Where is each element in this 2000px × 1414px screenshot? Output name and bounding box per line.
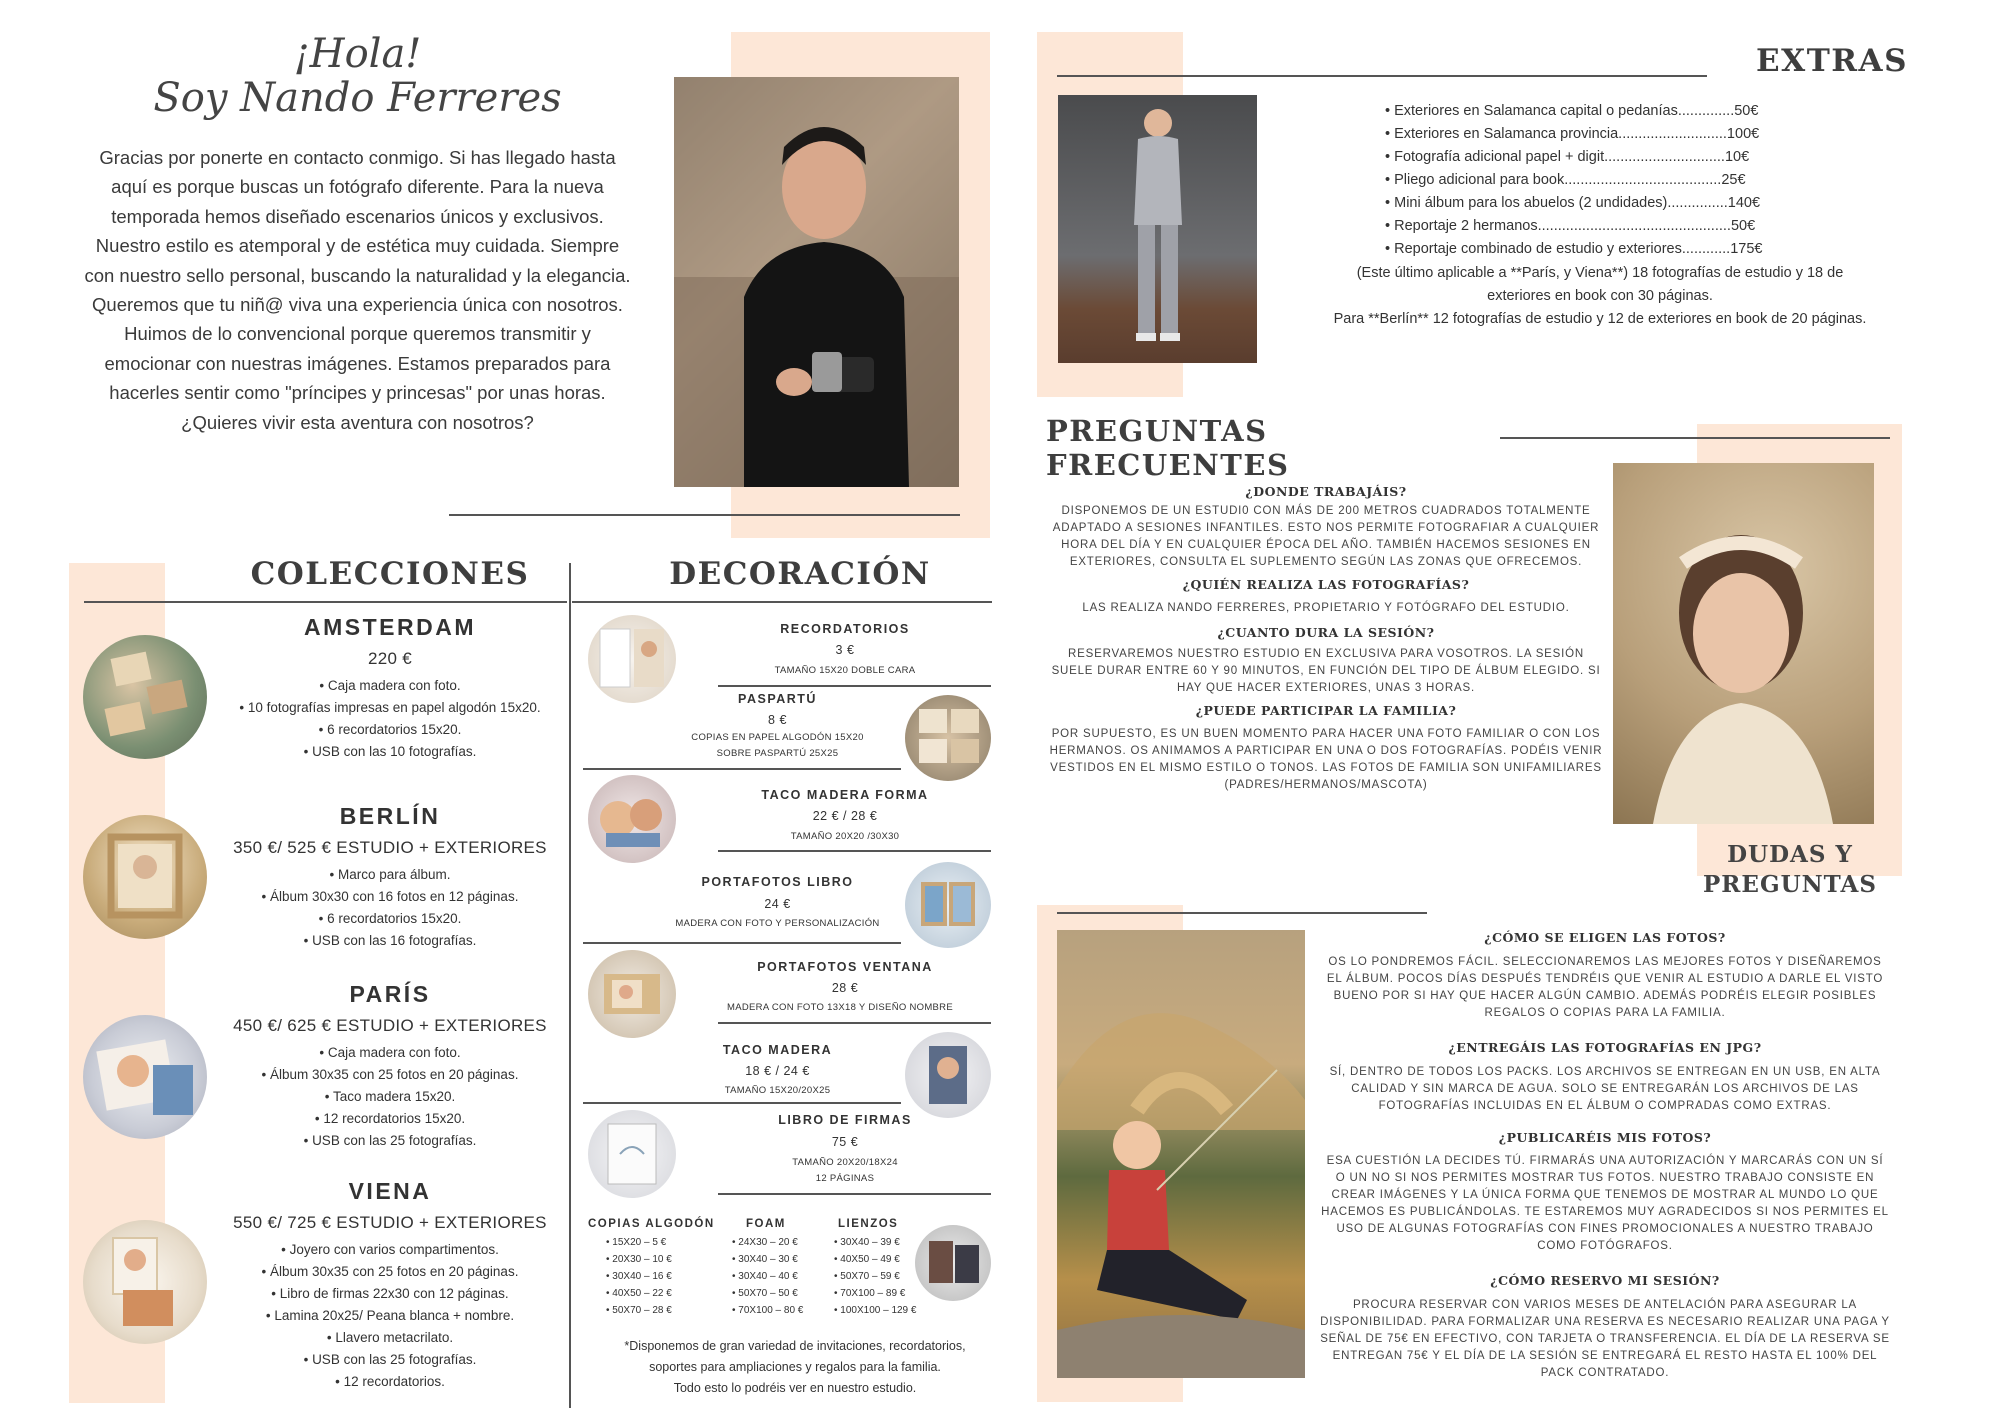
foam-item: • 50X70 – 50 € (732, 1288, 798, 1299)
lienzos-photo (915, 1225, 991, 1301)
decoracion-note-line: Todo esto lo podréis ver en nuestro estudio. (673, 1381, 917, 1395)
lienzos-title: LIENZOS (838, 1218, 899, 1230)
coleccion-feature: • 12 recordatorios. (335, 1374, 445, 1389)
taco-forma-photo (588, 775, 676, 863)
faq-question: ¿CÓMO RESERVO MI SESIÓN? (1490, 1273, 1720, 1288)
extras-item: • Reportaje combinado de estudio y exteriores............175€ (1385, 241, 1763, 257)
recordatorios-photo (588, 615, 676, 703)
faq-rule (1500, 437, 1890, 439)
deco-rule (583, 768, 901, 770)
faq-answer: OS LO PONDREMOS FÁCIL. SELECCIONAREMOS LAS MEJORES FOTOS Y DISEÑAREMOS EL ÁLBUM. POCOS DÍAS DESPUÉS TENDRÉIS QUE VENIR AL ESTUDIO A DARLE EL VISTO BUENO POR SI HAY QUE HACER ALGÚN CAMBIO. ADEMÁS PODRÉIS ELEGIR POSIBLES REGALOS O COPIAS PARA LA FAMILIA. (1326, 956, 1884, 1019)
paris-photo (83, 1015, 207, 1139)
extras-note-2: Para **Berlín** 12 fotografías de estudio y 12 de exteriores en book de 20 páginas. (1333, 311, 1867, 327)
viena-photo-svg (83, 1220, 207, 1344)
faq-question: ¿PUBLICARÉIS MIS FOTOS? (1498, 1130, 1712, 1145)
decoracion-note-line: soportes para ampliaciones y regalos para la familia. (649, 1360, 941, 1374)
deco-recordatorios-size: TAMAÑO 15X20 DOBLE CARA (774, 665, 916, 676)
paris-photo-svg (83, 1015, 207, 1139)
lienzos-item: • 100X100 – 129 € (834, 1305, 917, 1316)
extras-title: EXTRAS (1756, 43, 1908, 79)
photographer-portrait (674, 77, 959, 487)
deco-libro-firmas-size-1: TAMAÑO 20X20/18X24 (792, 1157, 898, 1168)
coleccion-feature: • USB con las 25 fotografías. (303, 1352, 477, 1367)
deco-paspartu-size-1: COPIAS EN PAPEL ALGODÓN 15X20 (691, 732, 864, 743)
coleccion-paris-features (215, 1042, 565, 1152)
foam-item: • 30X40 – 30 € (732, 1254, 798, 1265)
coleccion-feature: • Taco madera 15x20. (324, 1089, 456, 1104)
decoracion-note (595, 1336, 995, 1399)
coleccion-feature: • Marco para álbum. (329, 867, 451, 882)
coleccion-berlin-features (215, 864, 565, 952)
copias-item: • 40X50 – 22 € (606, 1288, 672, 1299)
lienzos-item: • 70X100 – 89 € (834, 1288, 906, 1299)
faq-question: ¿CUANTO DURA LA SESIÓN? (1217, 625, 1435, 640)
portafotos-ventana-photo-svg (588, 950, 676, 1038)
deco-taco-madera-size: TAMAÑO 15X20/20X25 (724, 1085, 831, 1096)
intro-body: Gracias por ponerte en contacto conmigo. Si has llegado hasta aquí es porque buscas un fotógrafo diferente. Para la nueva temporada hemos diseñado escenarios únicos y exclusivos. Nuestro estilo es atemporal y de estética muy cuidada. Siempre con nuestro sello personal, buscando la naturalidad y la elegancia. Queremos que tu niñ@ viva una experiencia única con nosotros. Huimos de lo convencional porque queremos transmitir y emocionar con nuestras imágenes. Estamos preparados para hacerles sentir como "príncipes y princesas" por unas horas. ¿Quieres vivir esta aventura con nosotros? (84, 147, 631, 433)
extras-item: • Pliego adicional para book.......................................25€ (1385, 172, 1746, 188)
coleccion-feature: • USB con las 10 fotografías. (303, 744, 477, 759)
faq-question: ¿CÓMO SE ELIGEN LAS FOTOS? (1484, 930, 1726, 945)
copias-item: • 30X40 – 16 € (606, 1271, 672, 1282)
deco-paspartu-size-2: SOBRE PASPARTÚ 25X25 (716, 748, 839, 759)
faq-photo-girl-svg (1613, 463, 1874, 824)
paspartu-photo-svg (905, 695, 991, 781)
coleccion-feature: • 6 recordatorios 15x20. (318, 722, 462, 737)
dudas-heading (1700, 840, 1880, 900)
taco-madera-photo-svg (905, 1032, 991, 1118)
coleccion-feature: • 12 recordatorios 15x20. (314, 1111, 466, 1126)
extras-item: • Fotografía adicional papel + digit..............................10€ (1385, 149, 1750, 165)
decoracion-note-line: *Disponemos de gran variedad de invitaciones, recordatorios, (624, 1339, 966, 1353)
foam-item: • 30X40 – 40 € (732, 1271, 798, 1282)
faq-answer: PROCURA RESERVAR CON VARIOS MESES DE ANTELACIÓN PARA ASEGURAR LA DISPONIBILIDAD. PARA FORMALIZAR UNA RESERVA ES NECESARIO REALIZAR UNA PAGA Y SEÑAL DE 75€ EN EFECTIVO, CON TARJETA O TRANSFERENCIA. EL DÍA DE LA RESERVA SE ENTREGAN 75€ Y EL DÍA DE LA SESIÓN SE ENTREGARÁ EL RESTO HASTA EL 100% DEL PACK CONTRATADO. (1320, 1299, 1890, 1379)
coleccion-feature: • Álbum 30x35 con 25 fotos en 20 páginas. (261, 1264, 519, 1279)
libro-firmas-photo (588, 1110, 676, 1198)
coleccion-viena-price: 550 €/ 725 € ESTUDIO + EXTERIORES (233, 1213, 547, 1232)
paspartu-photo (905, 695, 991, 781)
deco-recordatorios-price: 3 € (835, 643, 855, 657)
deco-rule (718, 850, 991, 852)
column-divider (569, 563, 571, 1408)
coleccion-paris-price: 450 €/ 625 € ESTUDIO + EXTERIORES (233, 1016, 547, 1035)
extras-item: • Exteriores en Salamanca provincia...........................100€ (1385, 126, 1760, 142)
coleccion-paris-name: PARÍS (349, 981, 431, 1007)
faq-answer: SÍ, DENTRO DE TODOS LOS PACKS. LOS ARCHIVOS SE ENTREGAN EN UN USB, EN ALTA CALIDAD Y SIN MARCA DE AGUA. SOLO SE ENTREGARÁN LOS ARCHIVOS DE LAS FOTOGRAFÍAS INCLUIDAS EN EL ÁLBUM O COMPRADAS COMO EXTRAS. (1329, 1066, 1881, 1112)
deco-rule (718, 1193, 991, 1195)
berlin-photo (83, 815, 207, 939)
faq-photo-boy (1057, 930, 1305, 1378)
lienzos-item: • 40X50 – 49 € (834, 1254, 900, 1265)
faq-answer: DISPONEMOS DE UN ESTUDI0 CON MÁS DE 200 METROS CUADRADOS TOTALMENTE ADAPTADO A SESIONES INFANTILES. ESTO NOS PERMITE FOTOGRAFIAR A CUALQUIER HORA DEL DÍA Y EN CUALQUIER ÉPOCA DEL AÑO. TAMBIÉN HACEMOS SESIONES EN EXTERIORES, CONSULTA EL SUPLEMENTO SEGÚN LAS ZONAS QUE OFRECEMOS. (1052, 505, 1600, 568)
faq-answer: LAS REALIZA NANDO FERRERES, PROPIETARIO Y FOTÓGRAFO DEL ESTUDIO. (1082, 602, 1570, 614)
deco-rule (718, 1022, 991, 1024)
coleccion-feature: • Joyero con varios compartimentos. (281, 1242, 499, 1257)
coleccion-feature: • USB con las 16 fotografías. (303, 933, 477, 948)
deco-taco-madera-name: TACO MADERA (722, 1043, 833, 1057)
deco-taco-forma-price: 22 € / 28 € (812, 809, 878, 823)
extras-photo (1058, 95, 1257, 363)
deco-rule (583, 942, 901, 944)
copias-item: • 20X30 – 10 € (606, 1254, 672, 1265)
coleccion-feature: • 6 recordatorios 15x20. (318, 911, 462, 926)
extras-item: • Reportaje 2 hermanos................................................50€ (1385, 218, 1756, 234)
coleccion-viena-name: VIENA (348, 1178, 432, 1204)
coleccion-amsterdam-name: AMSTERDAM (304, 614, 476, 640)
deco-libro-firmas-price: 75 € (831, 1135, 859, 1149)
deco-portafotos-ventana-name: PORTAFOTOS VENTANA (757, 960, 933, 974)
lienzos-item: • 30X40 – 39 € (834, 1237, 900, 1248)
deco-taco-forma-name: TACO MADERA FORMA (761, 788, 929, 802)
portafotos-libro-photo (905, 862, 991, 948)
deco-taco-forma-size: TAMAÑO 20X20 /30X30 (790, 831, 900, 842)
lienzos-photo-svg (915, 1225, 991, 1301)
berlin-photo-svg (83, 815, 207, 939)
coleccion-feature: • Caja madera con foto. (319, 678, 461, 693)
coleccion-feature: • Lamina 20x25/ Peana blanca + nombre. (265, 1308, 515, 1323)
faq-question: ¿ENTREGÁIS LAS FOTOGRAFÍAS EN JPG? (1448, 1040, 1762, 1055)
dudas-line: DUDAS Y (1727, 841, 1853, 868)
faq-answer: ESA CUESTIÓN LA DECIDES TÚ. FIRMARÁS UNA AUTORIZACIÓN Y MARCARÁS CON UN SÍ O UN NO SI NOS PERMITES MOSTRAR TUS FOTOS. NUESTRO TRABAJO CONSISTE EN CREAR IMÁGENES Y LA ÚNICA FORMA QUE TENEMOS DE MOSTRAR AL MUNDO LO QUE HACEMOS ES PUBLICÁNDOLAS. TE ESTAREMOS MUY AGRADECIDOS SI NOS PERMITES EL USO DE ALGUNAS FOTOGRAFÍAS CON FINES PROMOCIONALES A NUESTRO TRABAJO COMO FOTÓGRAFOS. (1321, 1155, 1889, 1252)
lienzos-item: • 50X70 – 59 € (834, 1271, 900, 1282)
deco-portafotos-libro-size: MADERA CON FOTO Y PERSONALIZACIÓN (675, 918, 880, 929)
copias-algodon-title: COPIAS ALGODÓN (588, 1218, 715, 1230)
faq-block-2 (1320, 930, 1890, 1382)
recordatorios-photo-svg (588, 615, 676, 703)
intro-greeting: ¡Hola! (293, 31, 422, 77)
libro-firmas-photo-svg (588, 1110, 676, 1198)
taco-forma-photo-svg (588, 775, 676, 863)
deco-portafotos-ventana-size: MADERA CON FOTO 13X18 Y DISEÑO NOMBRE (727, 1002, 953, 1013)
colecciones-rule (84, 601, 567, 603)
faq-question: ¿PUEDE PARTICIPAR LA FAMILIA? (1195, 703, 1457, 718)
deco-libro-firmas-name: LIBRO DE FIRMAS (778, 1113, 912, 1127)
deco-taco-madera-price: 18 € / 24 € (745, 1064, 810, 1078)
coleccion-feature: • Álbum 30x35 con 25 fotos en 20 páginas. (261, 1067, 519, 1082)
copias-algodon-list (588, 1218, 728, 1319)
extras-list (1385, 100, 1815, 261)
foam-title: FOAM (746, 1218, 786, 1230)
dudas-line: PREGUNTAS (1703, 871, 1877, 898)
copias-item: • 15X20 – 5 € (606, 1237, 667, 1248)
coleccion-amsterdam-price: 220 € (367, 649, 413, 668)
faq-photo-girl (1613, 463, 1874, 824)
coleccion-feature: • Libro de firmas 22x30 con 12 páginas. (271, 1286, 509, 1301)
intro-name: Soy Nando Ferreres (153, 75, 562, 121)
coleccion-feature: • 10 fotografías impresas en papel algodón 15x20. (239, 700, 541, 715)
extras-item: • Mini álbum para los abuelos (2 undidades)...............140€ (1385, 195, 1761, 211)
coleccion-feature: • Caja madera con foto. (319, 1045, 461, 1060)
portafotos-libro-photo-svg (905, 862, 991, 948)
deco-portafotos-libro-price: 24 € (764, 897, 791, 911)
faq-photo-boy-svg (1057, 930, 1305, 1378)
faq-question: ¿QUIÉN REALIZA LAS FOTOGRAFÍAS? (1182, 577, 1470, 592)
photographer-portrait-svg (674, 77, 959, 487)
amsterdam-photo-svg (83, 635, 207, 759)
coleccion-berlin-name: BERLÍN (339, 803, 441, 829)
viena-photo (83, 1220, 207, 1344)
coleccion-feature: • Álbum 30x30 con 16 fotos en 12 páginas. (261, 889, 519, 904)
extras-photo-svg (1058, 95, 1257, 363)
coleccion-berlin-price: 350 €/ 525 € ESTUDIO + EXTERIORES (233, 838, 547, 857)
extras-rule (1057, 75, 1707, 77)
deco-portafotos-ventana-price: 28 € (831, 981, 859, 995)
coleccion-amsterdam-features (215, 675, 565, 763)
faq-answer: RESERVAREMOS NUESTRO ESTUDIO EN EXCLUSIVA PARA VOSOTROS. LA SESIÓN SUELE DURAR ENTRE 60 Y 90 MINUTOS, EN FUNCIÓN DEL TIPO DE ÁLBUM ELEGIDO. SI HAY QUE HACER EXTERIORES, UNAS 3 HORAS. (1051, 648, 1601, 694)
foam-item: • 24X30 – 20 € (732, 1237, 798, 1248)
faq-title: PREGUNTAS FRECUENTES (1046, 414, 1290, 482)
decoracion-rule (572, 601, 992, 603)
copias-item: • 50X70 – 28 € (606, 1305, 672, 1316)
faq-question: ¿DONDE TRABAJÁIS? (1245, 484, 1407, 499)
intro-divider (449, 514, 960, 516)
deco-rule (583, 1102, 901, 1104)
coleccion-feature: • Llavero metacrilato. (326, 1330, 454, 1345)
coleccion-viena-features (215, 1239, 565, 1393)
foam-item: • 70X100 – 80 € (732, 1305, 804, 1316)
amsterdam-photo (83, 635, 207, 759)
colecciones-title: COLECCIONES (250, 556, 530, 592)
decoracion-title: DECORACIÓN (669, 556, 931, 592)
faq-answer: POR SUPUESTO, ES UN BUEN MOMENTO PARA HACER UNA FOTO FAMILIAR O CON LOS HERMANOS. OS ANIMAMOS A PARTICIPAR EN UNA O DOS FOTOGRAFÍAS. PODÉIS VENIR VESTIDOS EN EL MISMO ESTILO O TONOS. LAS FOTOS DE FAMILIA SON UNIFAMILIARES (PADRES/HERMANOS/MASCOTA) (1049, 728, 1603, 791)
portafotos-ventana-photo (588, 950, 676, 1038)
deco-paspartu-price: 8 € (768, 713, 787, 727)
foam-list (732, 1218, 832, 1319)
deco-recordatorios-name: RECORDATORIOS (780, 622, 910, 636)
deco-portafotos-libro-name: PORTAFOTOS LIBRO (701, 875, 854, 889)
extras-note-1: (Este último aplicable a **París, y Viena**) 18 fotografías de estudio y 18 de exteriores en book con 30 páginas. (1356, 265, 1844, 304)
extras-item: • Exteriores en Salamanca capital o pedanías..............50€ (1385, 103, 1759, 119)
faq-block-1 (1046, 484, 1606, 794)
taco-madera-photo (905, 1032, 991, 1118)
coleccion-feature: • USB con las 25 fotografías. (303, 1133, 477, 1148)
deco-libro-firmas-size-2: 12 PÁGINAS (815, 1173, 875, 1184)
faq2-rule (1057, 912, 1427, 914)
deco-rule (718, 685, 991, 687)
deco-paspartu-name: PASPARTÚ (738, 692, 817, 706)
